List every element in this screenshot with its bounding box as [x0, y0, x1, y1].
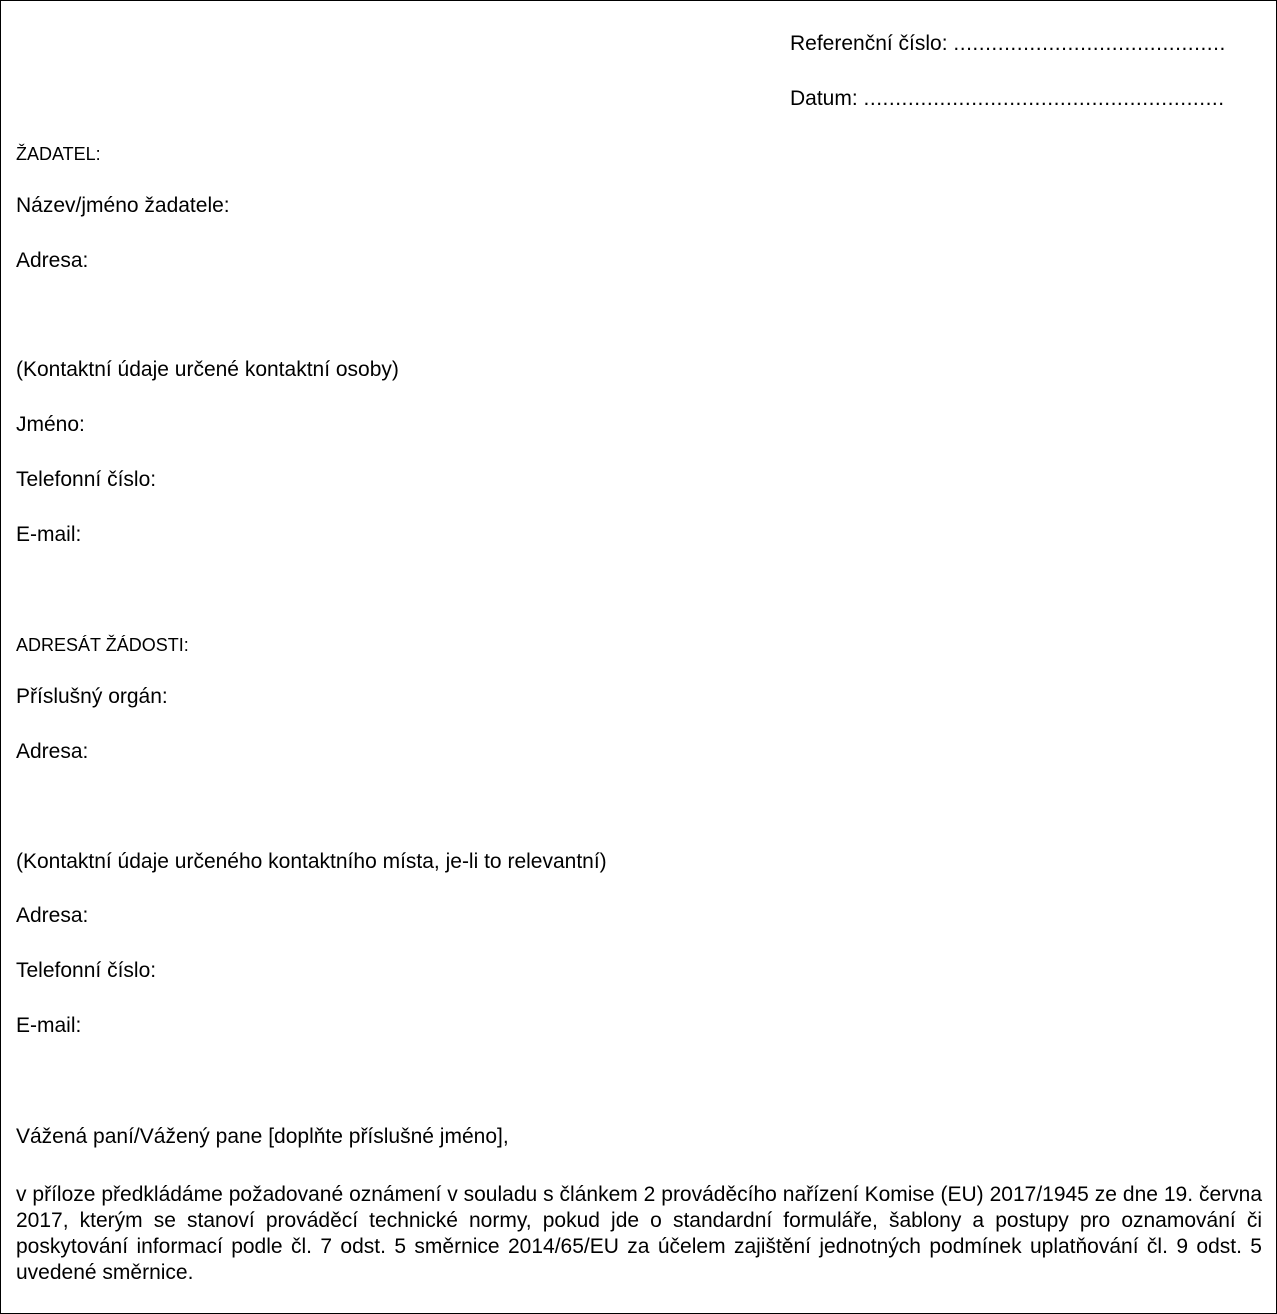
applicant-email-label: E-mail:: [16, 523, 82, 546]
date-label: Datum:: [790, 87, 858, 110]
date-field[interactable]: .........................................................: [863, 87, 1225, 110]
recipient-contact-address-label: Adresa:: [16, 904, 89, 927]
reference-number-field[interactable]: ...........................................: [953, 32, 1226, 55]
applicant-heading: ŽADATEL:: [16, 144, 101, 164]
recipient-email-label: E-mail:: [16, 1014, 82, 1037]
date-line: [790, 87, 1262, 111]
reference-number-line: [790, 32, 1262, 56]
reference-number-label: Referenční číslo:: [790, 32, 948, 55]
letter-salutation: Vážená paní/Vážený pane [doplňte příslušné jméno],: [16, 1125, 509, 1148]
recipient-contact-heading: (Kontaktní údaje určeného kontaktního místa, je-li to relevantní): [16, 850, 607, 873]
applicant-phone-label: Telefonní číslo:: [16, 468, 157, 491]
recipient-phone-label: Telefonní číslo:: [16, 959, 157, 982]
recipient-authority-label: Příslušný orgán:: [16, 685, 168, 708]
recipient-heading: ADRESÁT ŽÁDOSTI:: [16, 635, 189, 655]
recipient-address-label: Adresa:: [16, 740, 89, 763]
applicant-contact-name-label: Jméno:: [16, 413, 85, 436]
letter-body: v příloze předkládáme požadované oznámení v souladu s článkem 2 prováděcího nařízení Komise (EU) 2017/1945 ze dne 19. června 2017, kterým se stanoví prováděcí technické normy, pokud jde o standardní formuláře, šablony a postupy pro oznamování či poskytování informací podle čl. 7 odst. 5 směrnice 2014/65/EU za účelem zajištění jednotných podmínek uplatňování čl. 9 odst. 5 uvedené směrnice.: [16, 1183, 1262, 1284]
applicant-name-label: Název/jméno žadatele:: [16, 194, 230, 217]
applicant-contact-heading: (Kontaktní údaje určené kontaktní osoby): [16, 358, 399, 381]
applicant-address-label: Adresa:: [16, 249, 89, 272]
